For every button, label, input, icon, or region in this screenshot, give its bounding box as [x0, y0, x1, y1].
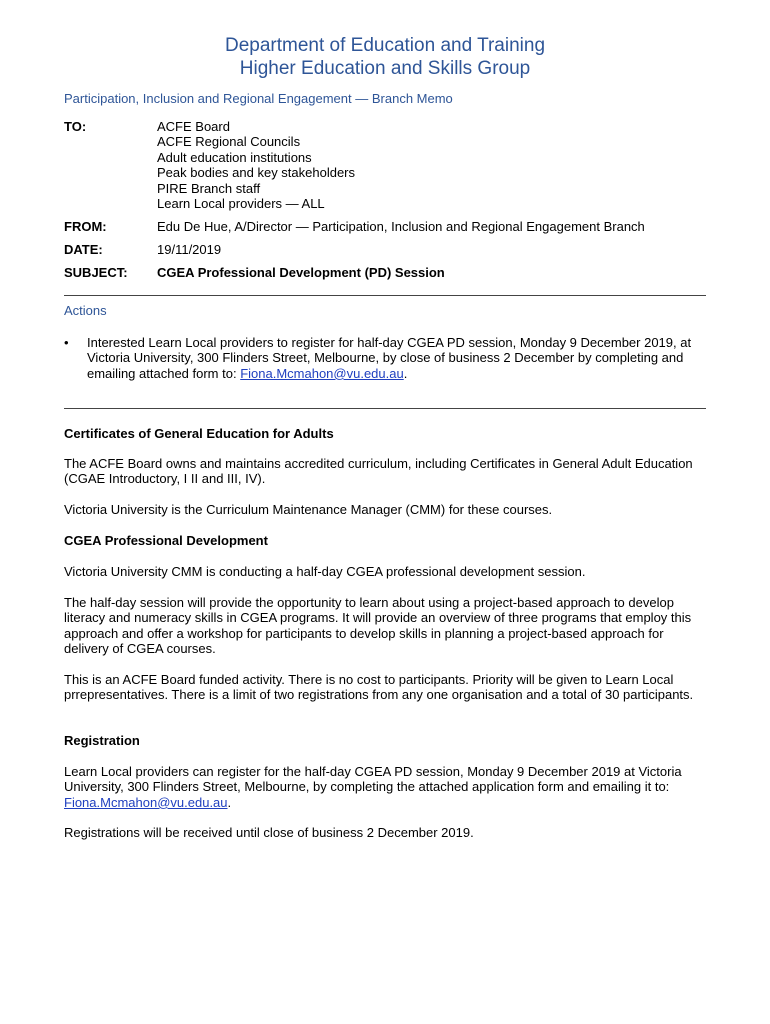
- title-line-2: Higher Education and Skills Group: [239, 58, 531, 79]
- pd-paragraph-1: Victoria University CMM is conducting a half-day CGEA professional development session.: [64, 564, 586, 579]
- registration-email-link[interactable]: Fiona.Mcmahon@vu.edu.au: [64, 794, 228, 810]
- recipient: Learn Local providers — ALL: [157, 196, 325, 212]
- divider: [64, 295, 706, 296]
- to-label: TO:: [64, 119, 87, 134]
- recipient: ACFE Regional Councils: [157, 134, 301, 150]
- recipient: Peak bodies and key stakeholders: [157, 165, 356, 181]
- title-line-1: Department of Education and Training: [224, 35, 546, 56]
- divider: [64, 408, 706, 409]
- action-text: [87, 335, 706, 381]
- subject-label: SUBJECT:: [64, 265, 128, 280]
- recipient: Adult education institutions: [157, 149, 312, 165]
- from-value: Edu De Hue, A/Director — Participation, Inclusion and Regional Engagement Branch: [157, 219, 645, 234]
- date-label: DATE:: [64, 242, 103, 257]
- cert-paragraph-2: Victoria University is the Curriculum Maintenance Manager (CMM) for these courses.: [64, 502, 553, 517]
- memo-title: [0, 34, 770, 80]
- registration-text: Learn Local providers can register for the half-day CGEA PD session, Monday 9 December 2019 at Victoria University, 300 Flinders Street, Melbourne, by completing the attached application form and emailing it to:: [64, 764, 682, 795]
- action-text-body: Interested Learn Local providers to register for half-day CGEA PD session, Monday 9 December 2019, at Victoria University, 300 Flinders Street, Melbourne, by close of business 2 December by completing and emailing attached form to:: [87, 335, 692, 381]
- memo-subtitle: Participation, Inclusion and Regional Engagement — Branch Memo: [64, 91, 453, 106]
- registration-heading: Registration: [64, 733, 140, 748]
- date-value: 19/11/2019: [157, 242, 222, 257]
- registration-paragraph-2: Registrations will be received until close of business 2 December 2019.: [64, 825, 474, 840]
- bullet-icon: •: [64, 335, 69, 350]
- cert-paragraph-1: The ACFE Board owns and maintains accredited curriculum, including Certificates in General Adult Education (CGAE Introductory, I II and III, IV).: [64, 456, 693, 487]
- registration-paragraph-1: [64, 764, 706, 810]
- recipient: PIRE Branch staff: [157, 180, 261, 196]
- from-label: FROM:: [64, 219, 107, 234]
- cert-heading: Certificates of General Education for Adults: [64, 426, 334, 441]
- to-recipients: [157, 119, 355, 211]
- recipient: ACFE Board: [157, 119, 230, 134]
- pd-paragraph-2: The half-day session will provide the opportunity to learn about using a project-based approach to develop literacy and numeracy skills in CGEA programs. It will provide an overview of three programs that employ this approach and offer a workshop for participants to develop skills in planning a project-based approach for delivery of CGEA courses.: [64, 595, 692, 657]
- registration-text-end: .: [227, 794, 232, 810]
- action-email-link[interactable]: Fiona.Mcmahon@vu.edu.au: [240, 365, 404, 381]
- pd-paragraph-3: This is an ACFE Board funded activity. There is no cost to participants. Priority will be given to Learn Local prrepresentatives. There is a limit of two registrations from any one organisation and a total of 30 participants.: [64, 672, 694, 703]
- action-text-end: .: [403, 365, 408, 381]
- pd-heading: CGEA Professional Development: [64, 533, 268, 548]
- subject-value: CGEA Professional Development (PD) Session: [157, 265, 445, 280]
- actions-label: Actions: [64, 303, 107, 318]
